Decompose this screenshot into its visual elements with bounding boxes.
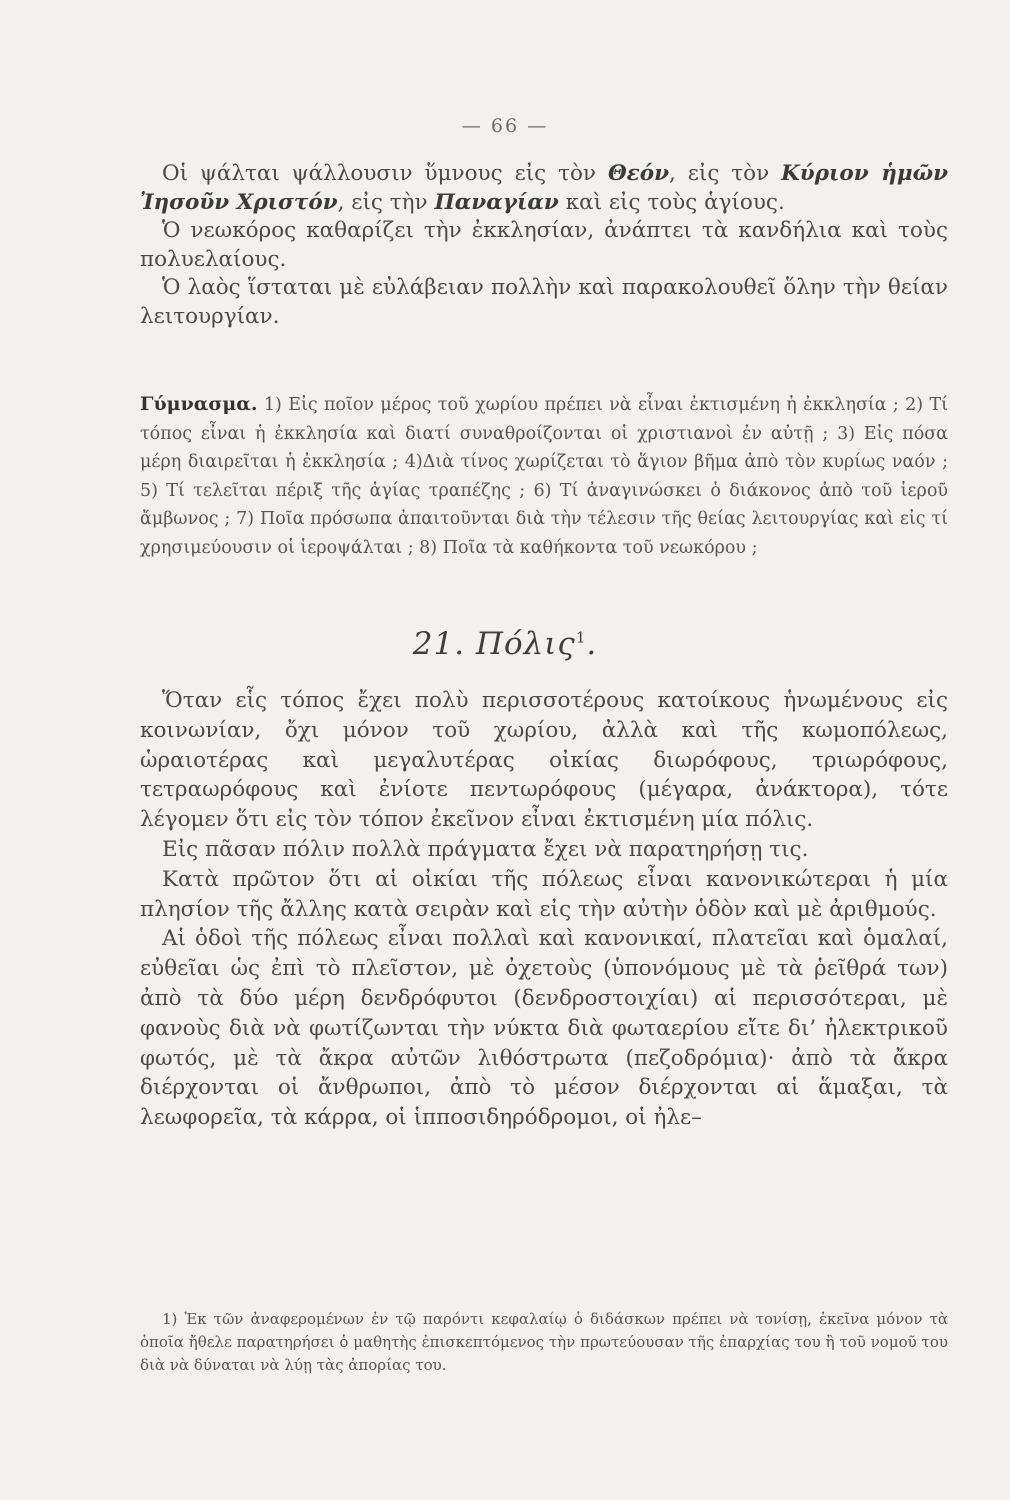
exercise-heading: Γύμνασμα. — [140, 393, 258, 415]
exercise-paragraph — [140, 390, 948, 563]
intro-paragraph-laos: Ὁ λαὸς ἵσταται μὲ εὐλάβειαν πολλὴν καὶ παρακολουθεῖ ὅλην τὴν θείαν λειτουργίαν. — [140, 275, 948, 329]
intro-paragraph-psaltai: Οἱ ψάλται ψάλλουσιν ὕμνους εἰς τὸν Θεόν, εἰς τὸν Κύριον ἡμῶν Ἰησοῦν Χριστόν, εἰς τὴν Παναγίαν καὶ εἰς τοὺς ἁγίους. — [140, 161, 949, 215]
body-text — [140, 686, 948, 1133]
intro-paragraph-neokoros: Ὁ νεωκόρος καθαρίζει τὴν ἐκκλησίαν, ἀνάπτει τὰ κανδήλια καὶ τοὺς πολυελαίους. — [140, 218, 948, 272]
page-number: — 66 — — [461, 115, 549, 137]
intro-text — [140, 160, 948, 331]
footnote-text: 1) Ἐκ τῶν ἀναφερομένων ἐν τῷ παρόντι κεφαλαίῳ ὁ διδάσκων πρέπει νὰ τονίσῃ, ἐκεῖνα μόνον τὰ ὁποῖα ἤθελε παρατηρήσει ὁ μαθητὴς ἐπισκεπτόμενος τὴν πρωτεύουσαν τῆς ἐπαρχίας του ἢ τοῦ νομοῦ του διὰ νὰ δύναται νὰ λύῃ τὰς ἀπορίας του. — [140, 1310, 948, 1374]
body-paragraph-2: Εἰς πᾶσαν πόλιν πολλὰ πράγματα ἔχει νὰ παρατηρήσῃ τις. — [162, 836, 809, 862]
body-paragraph-3: Κατὰ πρῶτον ὅτι αἱ οἰκίαι τῆς πόλεως εἶναι κανονικώτεραι ἡ μία πλησίον τῆς ἄλλης κατὰ σειρὰν καὶ εἰς τὴν αὐτὴν ὁδὸν καὶ μὲ ἀριθμούς. — [140, 866, 948, 922]
body-paragraph-1: Ὅταν εἷς τόπος ἔχει πολὺ περισσοτέρους κατοίκους ἡνωμένους εἰς κοινωνίαν, ὄχι μόνον τοῦ χωρίου, ἀλλὰ καὶ τῆς κωμοπόλεως, ὡραιοτέρας καὶ μεγαλυτέρας οἰκίας διωρόφους, τριωρόφους, τετραωρόφους καὶ ἐνίοτε πεντωρόφους (μέγαρα, ἀνάκτορα), τότε λέγομεν ὅτι εἰς τὸν τόπον ἐκεῖνον εἶναι ἐκτισμένη μία πόλις. — [140, 688, 948, 833]
exercise-block — [140, 390, 948, 563]
body-paragraph-4: Αἱ ὁδοὶ τῆς πόλεως εἶναι πολλαὶ καὶ κανονικαί, πλατεῖαι καὶ ὁμαλαί, εὐθεῖαι ὡς ἐπὶ τὸ πλεῖστον, μὲ ὀχετοὺς (ὑπονόμους μὲ τὰ ῥεῖθρά των) ἀπὸ τὰ δύο μέρη δενδρόφυτοι (δενδροστοιχίαι) αἱ περισσότεραι, μὲ φανοὺς διὰ νὰ φωτίζωνται τὴν νύκτα διὰ φωταερίου εἴτε δι’ ἠλεκτρικοῦ φωτός, μὲ τὰ ἄκρα αὐτῶν λιθόστρωτα (πεζοδρόμια)· ἀπὸ τὰ ἄκρα διέρχονται οἱ ἄνθρωποι, ἀπὸ τὸ μέσον διέρχονται αἱ ἅμαξαι, τὰ λεωφορεῖα, τὰ κάρρα, οἱ ἱπποσιδηρόδρομοι, οἱ ἠλε– — [140, 926, 948, 1131]
exercise-questions: 1) Εἰς ποῖον μέρος τοῦ χωρίου πρέπει νὰ εἶναι ἐκτισμένη ἡ ἐκκλησία ; 2) Τί τόπος εἶναι ἡ ἐκκλησία καὶ διατί συναθροίζονται οἱ χριστιανοὶ ἐν αὐτῇ ; 3) Εἰς πόσα μέρη διαιρεῖται ἡ ἐκκλησία ; 4)Διὰ τίνος χωρίζεται τὸ ἅγιον βῆμα ἀπὸ τὸν κυρίως ναόν ; 5) Τί τελεῖται πέριξ τῆς ἁγίας τραπέζης ; 6) Τί ἀναγινώσκει ὁ διάκονος ἀπὸ τοῦ ἱεροῦ ἄμβωνος ; 7) Ποῖα πρόσωπα ἀπαιτοῦνται διὰ τὴν τέλεσιν τῆς θείας λειτουργίας καὶ εἰς τί χρησιμεύουσιν οἱ ἱεροψάλται ; 8) Ποῖα τὰ καθήκοντα τοῦ νεωκόρου ; — [140, 395, 948, 558]
section-title: 21. Πόλις$^1$. — [412, 626, 598, 662]
footnote-marker: 1 — [575, 628, 587, 647]
footnote — [140, 1308, 948, 1377]
